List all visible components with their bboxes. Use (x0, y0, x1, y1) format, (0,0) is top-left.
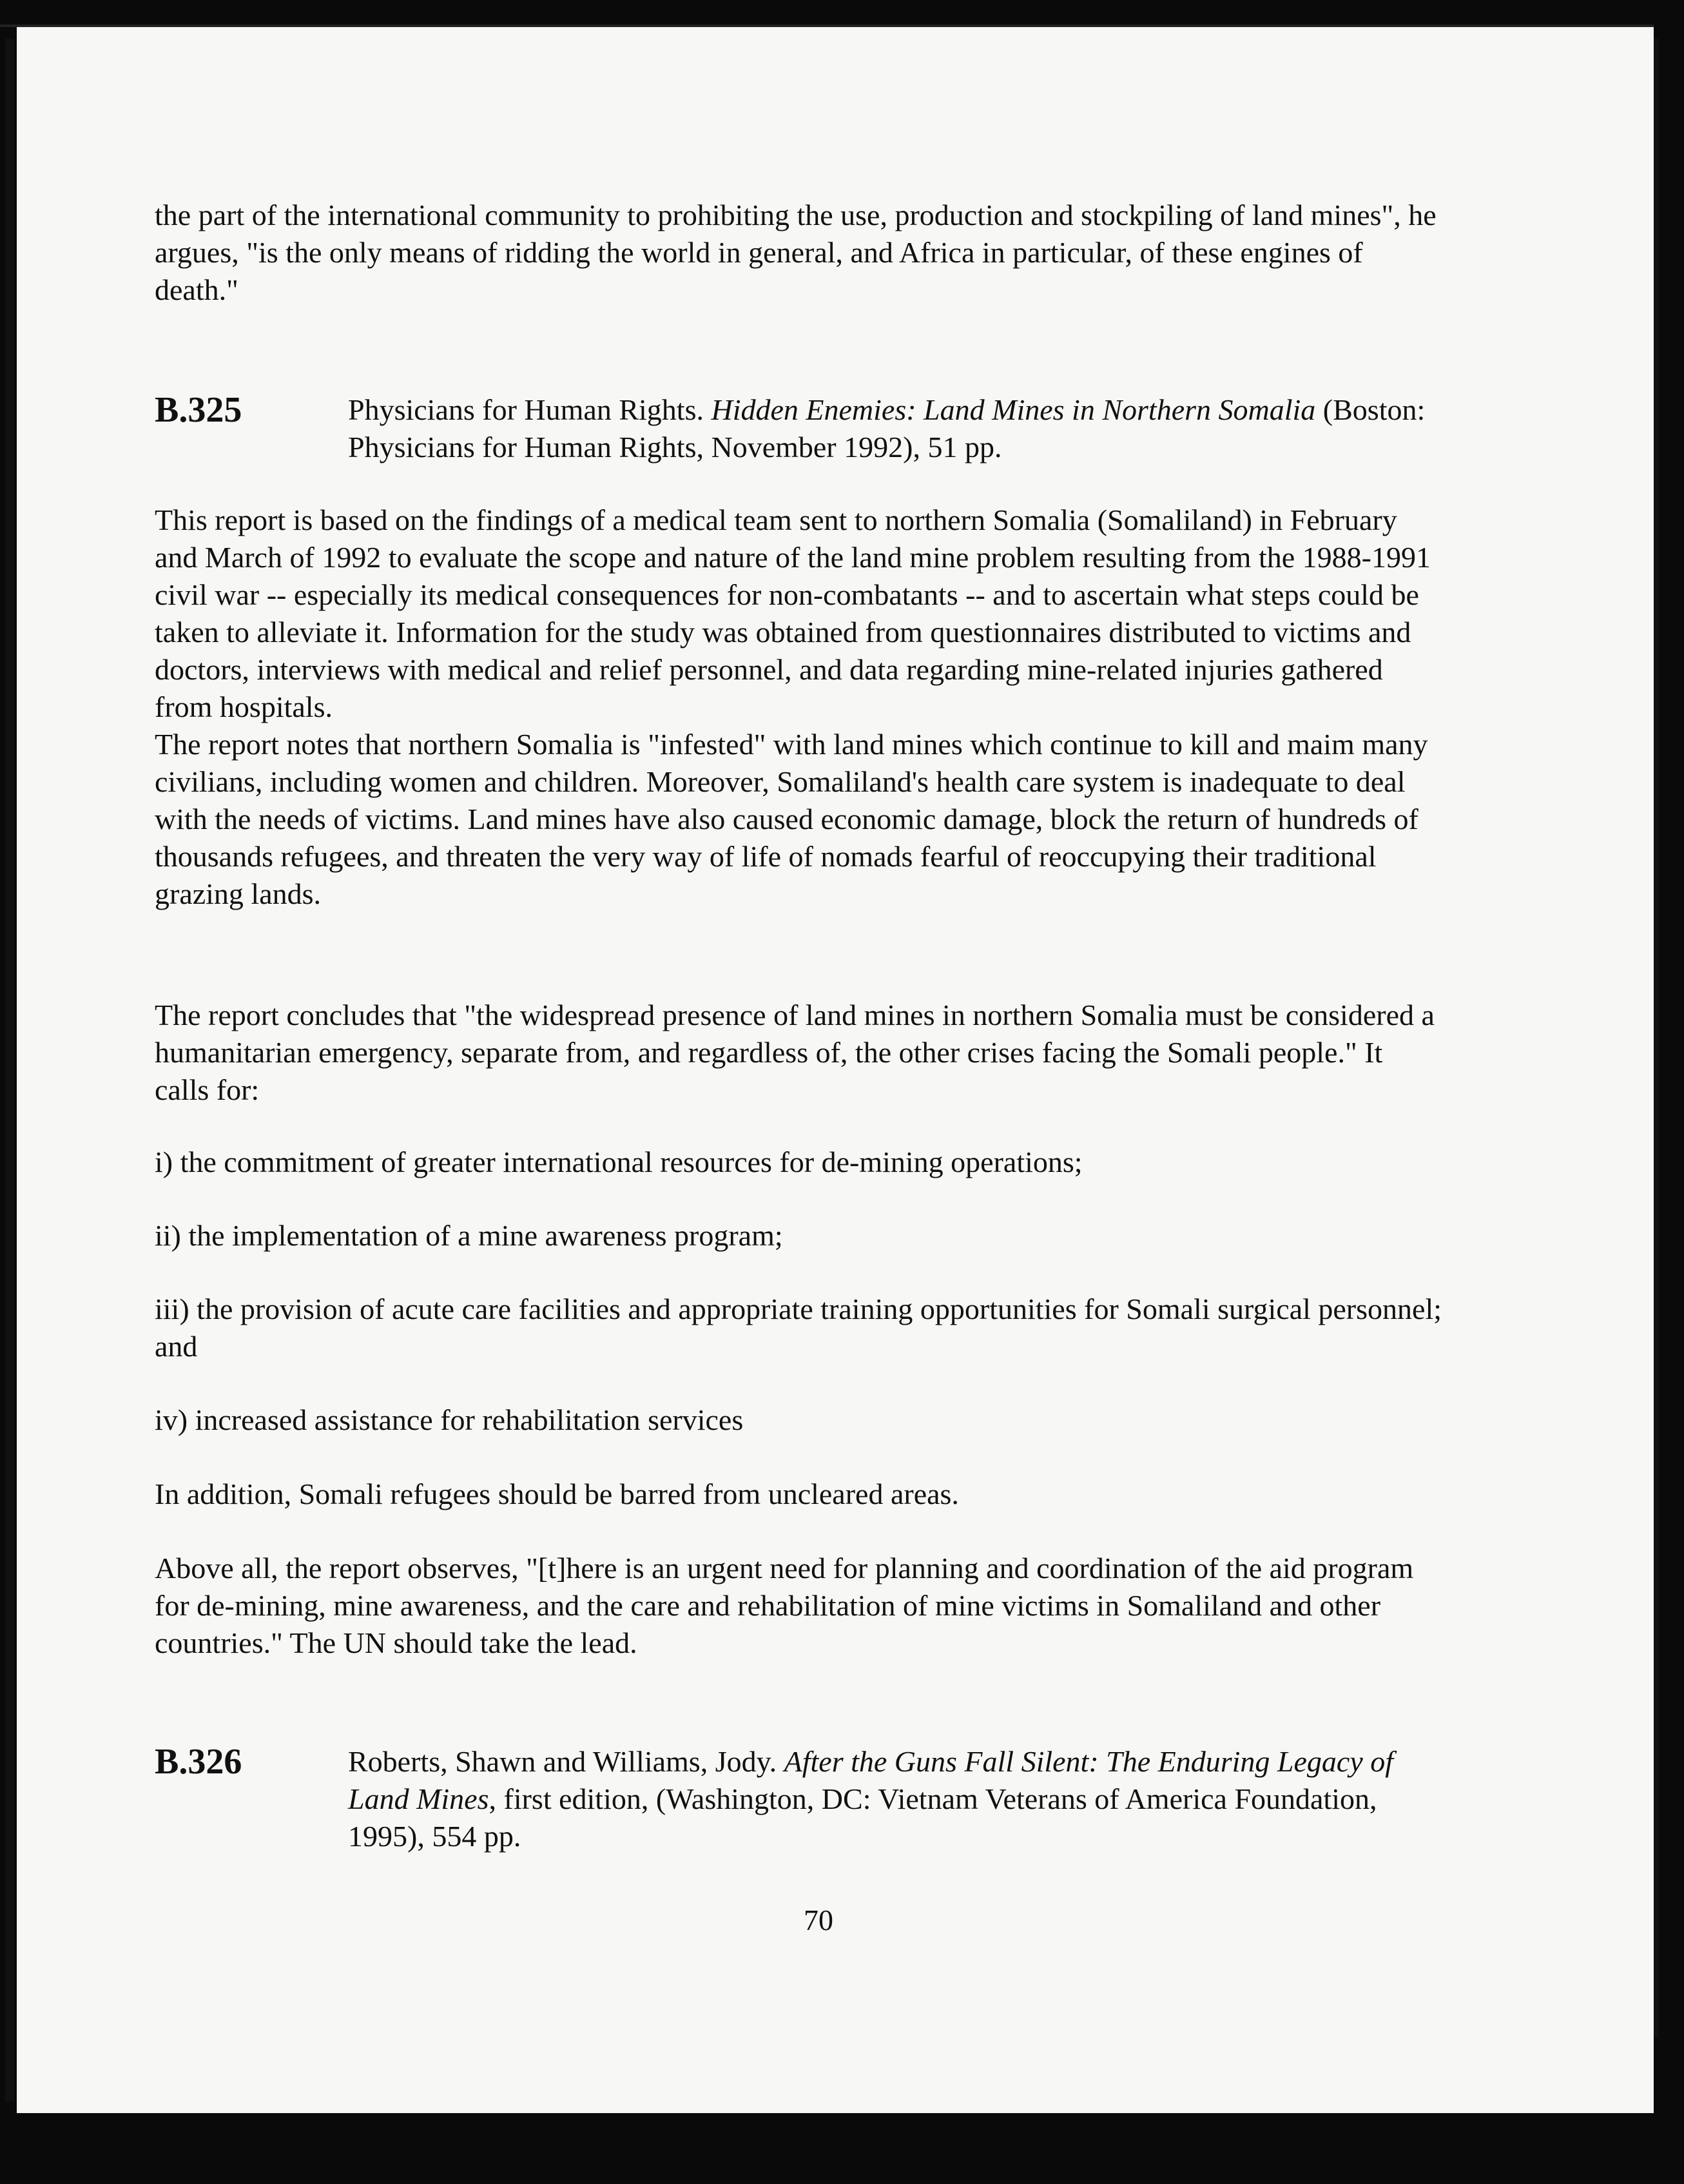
report-paragraph (155, 502, 1444, 913)
report-notes-text: The report notes that northern Somalia is "infested" with land mines which continue to kill and maim many civilians, including women and children. Moreover, Somaliland's health care system is inadequate to deal with the needs of victims. Land mines have also caused economic damage, block the return of hundreds of thousands refugees, and threaten the very way of life of nomads fearful of reoccupying their traditional grazing lands. (155, 728, 1428, 910)
intro-paragraph: the part of the international community to prohibiting the use, production and stockpiling of land mines", he argues, "is the only means of ridding the world in general, and Africa in particular, of these engines of death." (155, 199, 1437, 306)
list-item: i) the commitment of greater international resources for de-mining operations; (155, 1146, 1083, 1178)
bottom-border (0, 2113, 1684, 2184)
left-border (5, 39, 14, 2101)
page-number: 70 (804, 1904, 833, 1936)
list-item: ii) the implementation of a mine awareness program; (155, 1219, 783, 1252)
top-border (0, 24, 1654, 27)
list-item: iii) the provision of acute care facilities and appropriate training opportunities for Somali surgical personnel; and (155, 1292, 1442, 1363)
entry-details: , first edition, (Washington, DC: Vietnam Veterans of America Foundation, 1995), 554 pp. (348, 1782, 1377, 1853)
list-item: iv) increased assistance for rehabilitation services (155, 1403, 744, 1436)
entry-citation-b326 (348, 1743, 1457, 1855)
addition-paragraph: In addition, Somali refugees should be barred from uncleared areas. (155, 1477, 959, 1510)
entry-title: After the Guns Fall Silent: The Enduring Legacy of Land Mines (348, 1745, 1394, 1815)
entry-details: (Boston: Physicians for Human Rights, November 1992), 51 pp. (348, 393, 1426, 463)
right-border (1654, 39, 1659, 2037)
entry-citation-b325 (348, 391, 1457, 466)
conclusion-paragraph: The report concludes that "the widespread presence of land mines in northern Somalia must be considered a humanitarian emergency, separate from, and regardless of, the other crises facing the Somali people." It calls for: (155, 999, 1435, 1106)
entry-title: Hidden Enemies: Land Mines in Northern Somalia (711, 393, 1316, 426)
entry-author: Physicians for Human Rights. (348, 393, 704, 426)
report-findings-text: This report is based on the findings of a medical team sent to northern Somalia (Somaliland) in February and March of 1992 to evaluate the scope and nature of the land mine problem resulting from the 1988-1991 civil war -- especially its medical consequences for non-combatants -- and to ascertain what steps could be taken to alleviate it. Information for the study was obtained from questionnaires distributed to victims and doctors, interviews with medical and relief personnel, and data regarding mine-related injuries gathered from hospitals. (155, 503, 1431, 723)
above-all-paragraph: Above all, the report observes, "[t]here is an urgent need for planning and coordination of the aid program for de-mining, mine awareness, and the care and rehabilitation of mine victims in Somaliland and other countries." The UN should take the lead. (155, 1552, 1414, 1659)
entry-author: Roberts, Shawn and Williams, Jody. (348, 1745, 777, 1778)
entry-number-b326: B.326 (155, 1742, 242, 1782)
entry-number-b325: B.325 (155, 390, 242, 430)
